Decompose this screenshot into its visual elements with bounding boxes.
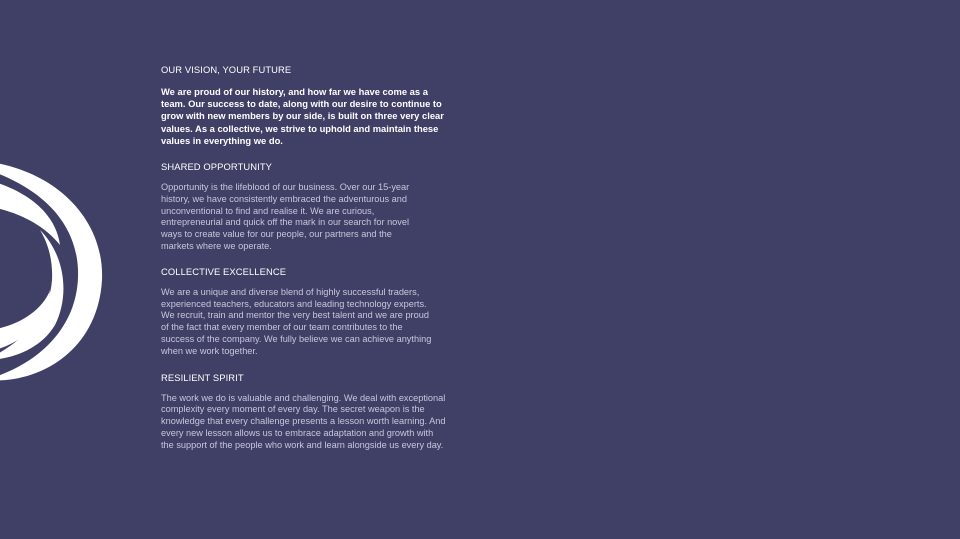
section-body: The work we do is valuable and challenging. We deal with exceptional complexity every moment of every day. The secret weapon is the knowledge that every challenge presents a lesson worth learning. And every new lesson allows us to embrace adaptation and growth with the support of the people who work and learn alongside us every day. (161, 392, 446, 450)
intro-paragraph: We are proud of our history, and how far we have come as a team. Our success to date, along with our desire to continue to grow with new members by our side, is built on three very clear values. As a collective, we strive to uphold and maintain these values in everything we do. (161, 86, 444, 146)
section-title: SHARED OPPORTUNITY (161, 161, 273, 173)
section-body: We are a unique and diverse blend of highly successful traders, experienced teachers, educators and leading technology experts. We recruit, train and mentor the very best talent and we are proud of the fact that every member of our team contributes to the success of the company. We fully believe we can achieve anything when we work together. (161, 286, 432, 356)
section-body: Opportunity is the lifeblood of our business. Over our 15-year history, we have consistently embraced the adventurous and unconventional to find and realise it. We are curious, entrepreneurial and quick off the mark in our search for novel ways to create value for our people, our partners and the markets where we operate. (161, 182, 410, 251)
section-title: COLLECTIVE EXCELLENCE (161, 265, 287, 277)
section-collective-excellence (161, 266, 451, 358)
page-title: OUR VISION, YOUR FUTURE (161, 64, 292, 75)
crescent-swirl-logo-icon (0, 155, 105, 385)
section-shared-opportunity (161, 161, 451, 253)
vision-content (161, 64, 451, 452)
section-resilient-spirit (161, 372, 451, 452)
section-title: RESILIENT SPIRIT (161, 371, 244, 383)
